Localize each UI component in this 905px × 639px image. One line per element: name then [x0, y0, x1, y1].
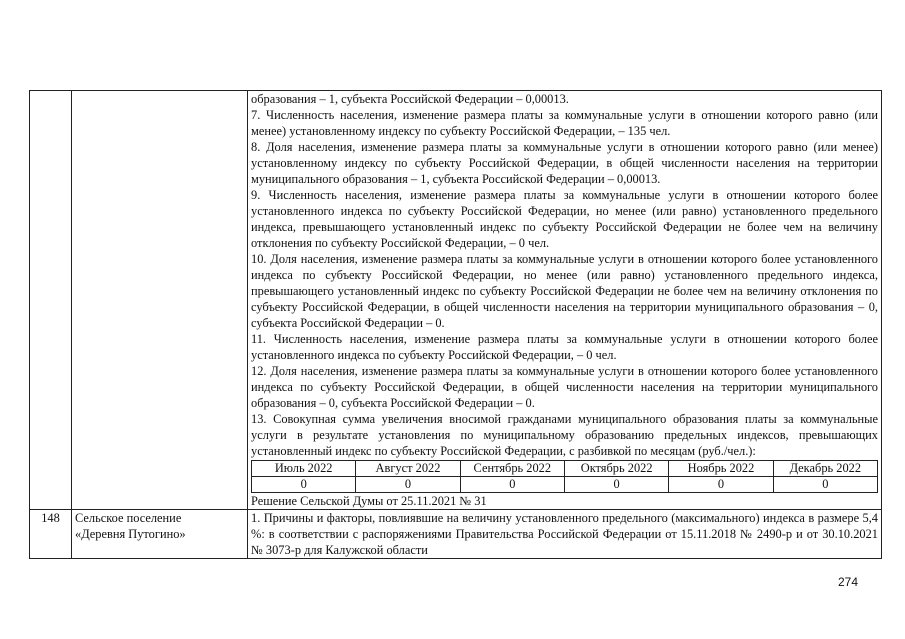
municipality-name-line: «Деревня Путогино» — [75, 527, 186, 541]
month-header: Октябрь 2022 — [564, 461, 668, 477]
paragraph: 13. Совокупная сумма увеличения вносимой гражданами муниципального образования платы за коммунальные услуги в результате установления по муниципальному образованию предельных индексов, превышающих установленный индекс по субъекту Российской Федерации, с разбивкой по месяцам (руб./чел.): — [251, 412, 878, 458]
month-value: 0 — [669, 477, 773, 493]
page-number: 274 — [838, 575, 859, 589]
table-row — [30, 510, 882, 559]
municipality-name-line: Сельское поселение — [75, 511, 182, 525]
monthly-amount-table — [251, 460, 878, 493]
month-header-row — [252, 461, 878, 477]
month-value: 0 — [252, 477, 356, 493]
decision-reference: Решение Сельской Думы от 25.11.2021 № 31 — [251, 494, 487, 508]
month-value: 0 — [356, 477, 460, 493]
municipality-cell — [72, 510, 248, 559]
row-number-cell: 148 — [30, 510, 72, 559]
row-number-cell — [30, 91, 72, 510]
month-header: Сентябрь 2022 — [460, 461, 564, 477]
month-value: 0 — [564, 477, 668, 493]
paragraph: 10. Доля населения, изменение размера платы за коммунальные услуги в отношении которого более установленного индекса по субъекту Российской Федерации, но менее (или равно) установленного предельного индекса, превышающего установленный индекс по субъекту Российской Федерации не более чем на величину отклонения по субъекту Российской Федерации, в общей численности населения на территории муниципального образования – 0, субъекта Российской Федерации – 0. — [251, 252, 878, 330]
details-cell — [248, 91, 882, 510]
month-header: Ноябрь 2022 — [669, 461, 773, 477]
paragraph: 9. Численность населения, изменение размера платы за коммунальные услуги в отношении которого более установленного индекса по субъекту Российской Федерации, но менее (или равно) установленного предельного индекса, превышающего установленный индекс по субъекту Российской Федерации не более чем на величину отклонения по субъекту Российской Федерации, – 0 чел. — [251, 188, 878, 250]
paragraph: 8. Доля населения, изменение размера платы за коммунальные услуги в отношении которого равно (или менее) установленному индексу по субъекту Российской Федерации, в общей численности населения на территории муниципального образования – 1, субъекта Российской Федерации – 0,00013. — [251, 140, 878, 186]
table-row — [30, 91, 882, 510]
month-header: Декабрь 2022 — [773, 461, 877, 477]
month-value: 0 — [460, 477, 564, 493]
paragraph: образования – 1, субъекта Российской Федерации – 0,00013. — [251, 92, 569, 106]
month-header: Июль 2022 — [252, 461, 356, 477]
indices-table — [29, 90, 882, 559]
details-cell — [248, 510, 882, 559]
paragraph: 12. Доля населения, изменение размера платы за коммунальные услуги в отношении которого более установленного индекса по субъекту Российской Федерации, в общей численности населения на территории муниципального образования – 0, субъекта Российской Федерации – 0. — [251, 364, 878, 410]
month-value-row — [252, 477, 878, 493]
paragraph: 7. Численность населения, изменение размера платы за коммунальные услуги в отношении которого равно (или менее) установленному индексу по субъекту Российской Федерации, – 135 чел. — [251, 108, 878, 138]
month-value: 0 — [773, 477, 877, 493]
paragraph: 11. Численность населения, изменение размера платы за коммунальные услуги в отношении которого более установленного индекса по субъекту Российской Федерации, – 0 чел. — [251, 332, 878, 362]
municipality-cell — [72, 91, 248, 510]
month-header: Август 2022 — [356, 461, 460, 477]
paragraph: 1. Причины и факторы, повлиявшие на величину установленного предельного (максимального) индекса в размере 5,4 %: в соответствии с распоряжениями Правительства Российской Федерации от 15.11.2018 № 2490-р и от 30.10.2021 № 3073-р для Калужской области — [251, 511, 878, 557]
